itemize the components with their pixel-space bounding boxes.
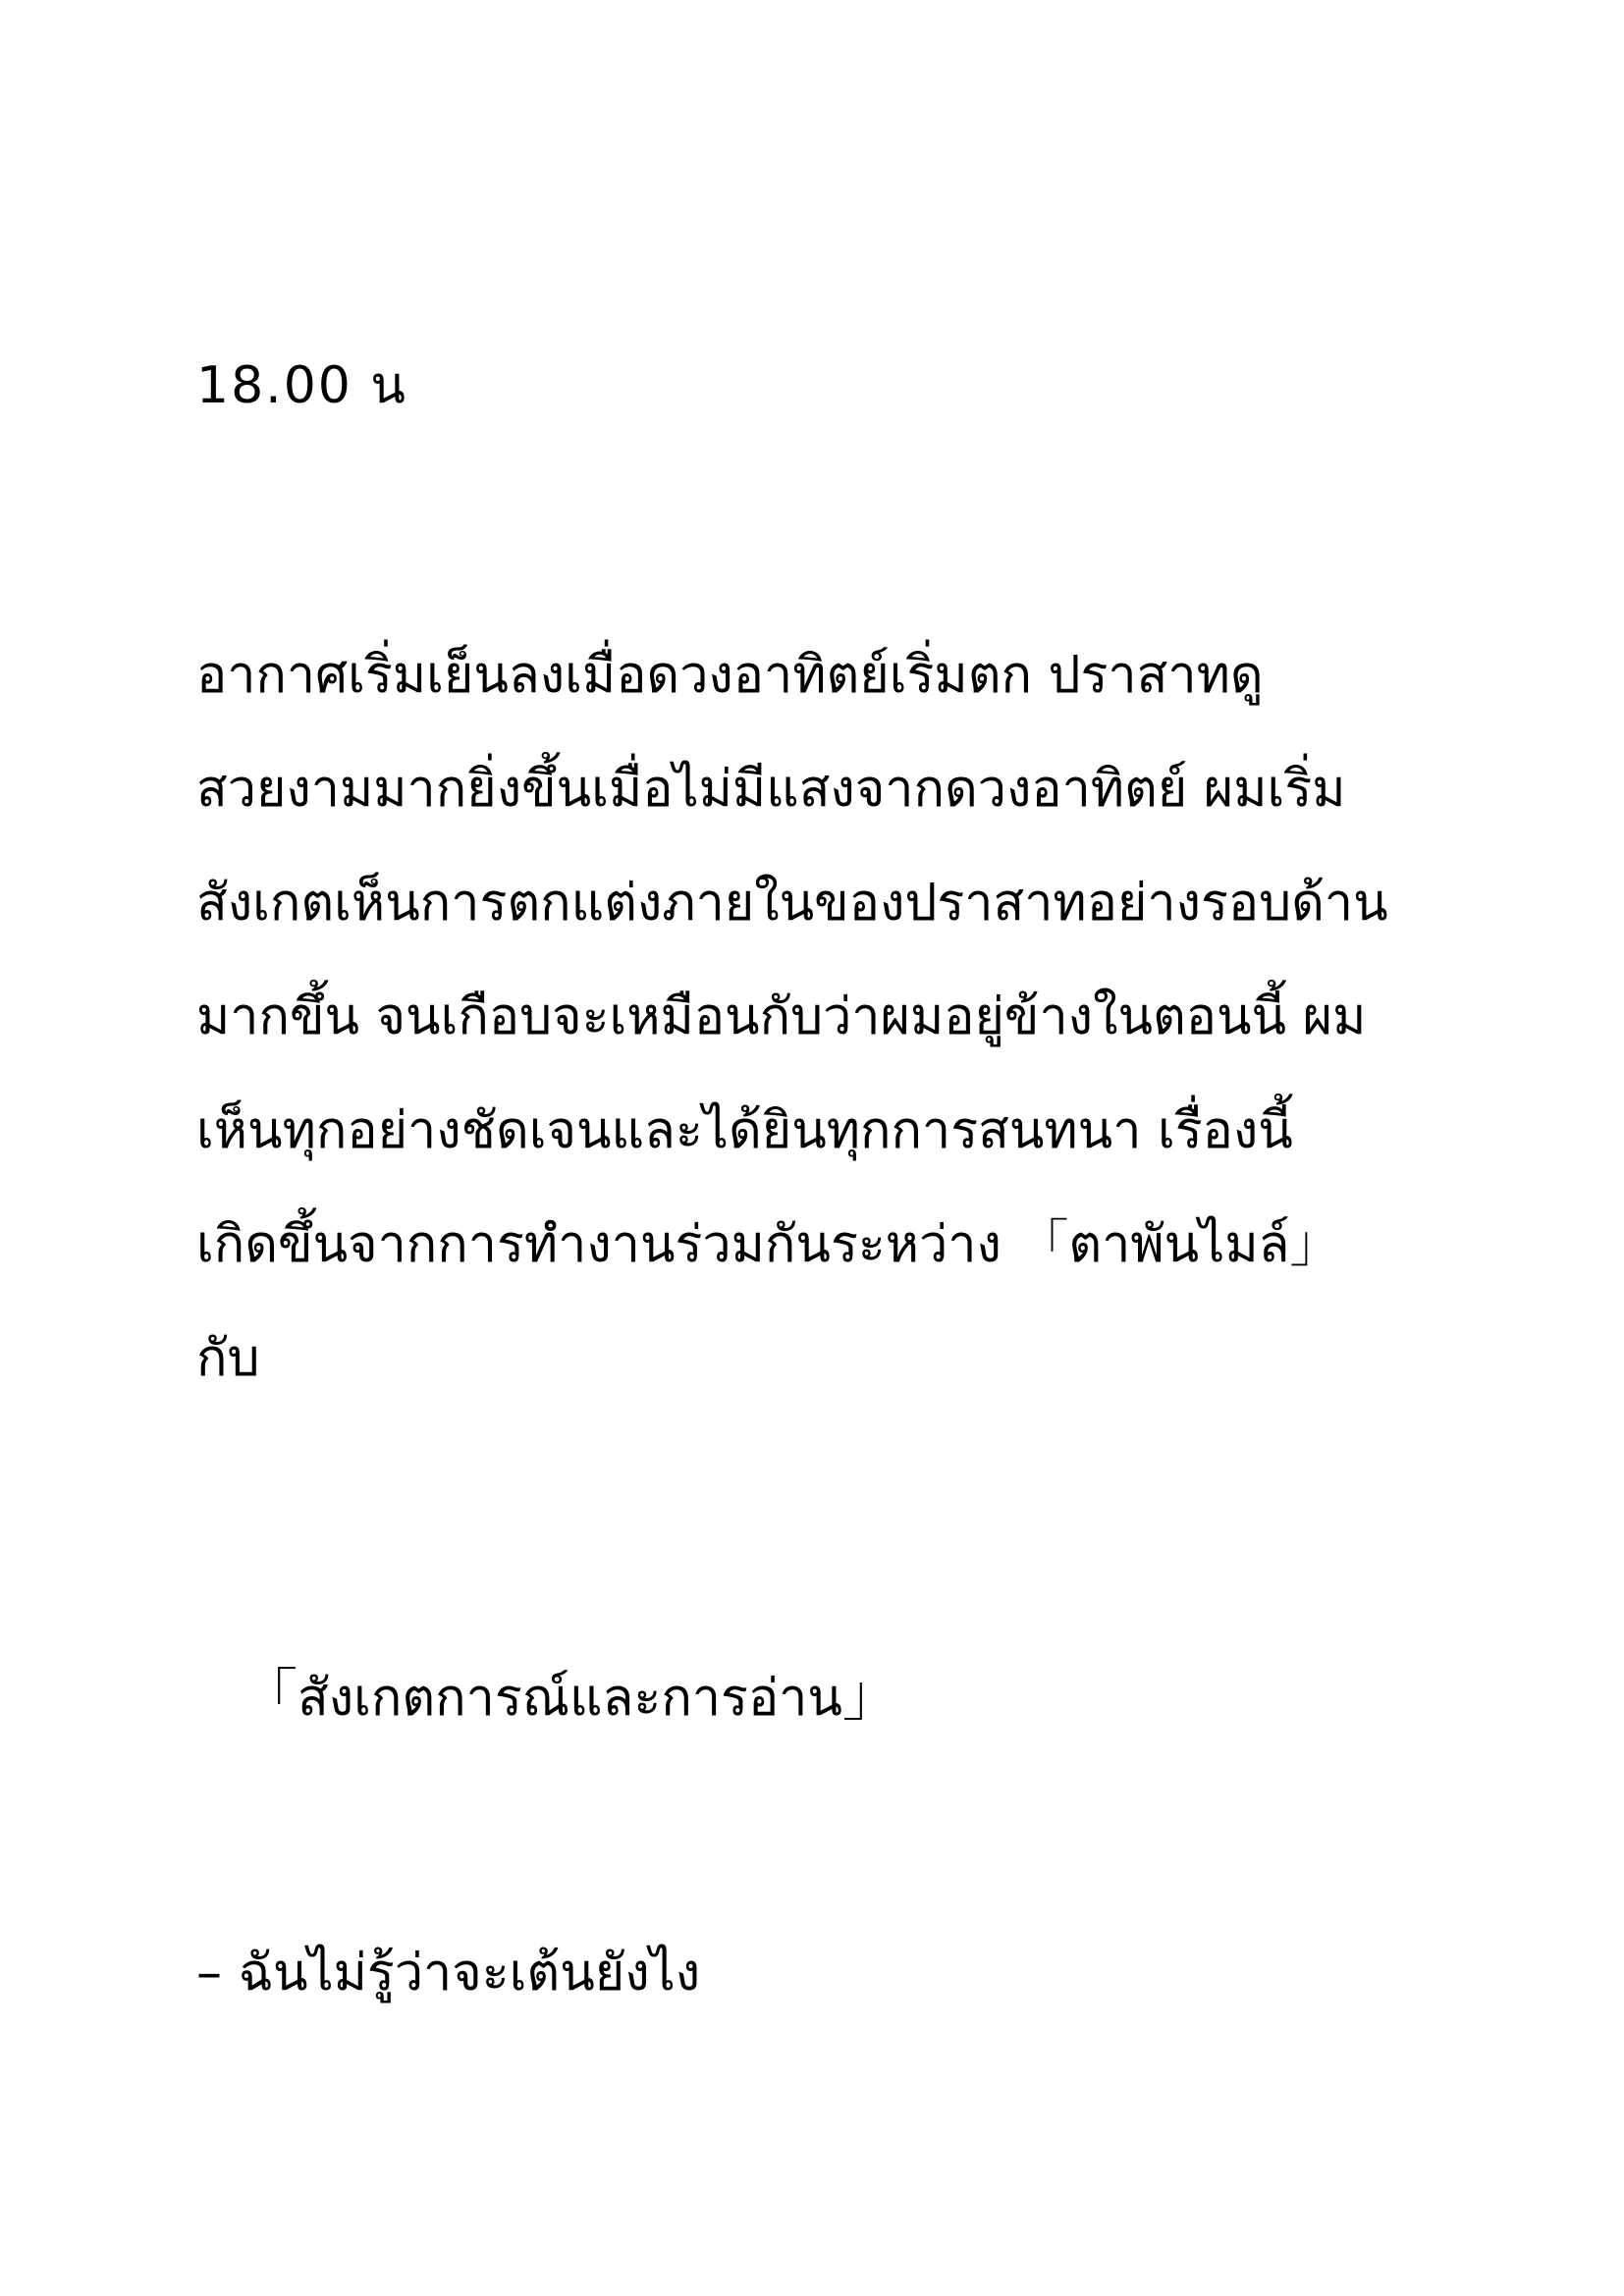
dialogue-line: – ฉันไม่รู้ว่าจะเต้นยังไง xyxy=(196,1944,701,2002)
paragraph-line: อากาศเริ่มเย็นลงเมื่อดวงอาทิตย์เริ่มตก ปราสาทดู xyxy=(196,646,1264,705)
quote-title xyxy=(241,1641,899,1752)
quote-title-text: สังเกตการณ์และการอ่าน xyxy=(298,1669,842,1728)
paragraph-line: มากขึ้น จนเกือบจะเหมือนกับว่าผมอยู่ข้างในตอนนี้ ผม xyxy=(196,988,1367,1046)
time-heading: 18.00 น xyxy=(196,356,407,415)
paragraph-line: สังเกตเห็นการตกแต่งภายในของปราสาทอย่างรอบด้าน xyxy=(196,874,1388,933)
paragraph-line: เกิดขึ้นจากการทำงานร่วมกันระหว่าง 「ตาพันไมล์」 xyxy=(196,1215,1341,1274)
paragraph-line: สวยงามมากยิ่งขึ้นเมื่อไม่มีแสงจากดวงอาทิตย์ ผมเริ่ม xyxy=(196,760,1346,819)
close-bracket: 」 xyxy=(841,1662,899,1729)
body-paragraph xyxy=(196,618,1473,1415)
paragraph-line: เห็นทุกอย่างชัดเจนและได้ยินทุกการสนทนา เรื่องนี้ xyxy=(196,1101,1293,1160)
open-bracket: 「 xyxy=(241,1662,298,1729)
paragraph-line: กับ xyxy=(196,1329,260,1388)
